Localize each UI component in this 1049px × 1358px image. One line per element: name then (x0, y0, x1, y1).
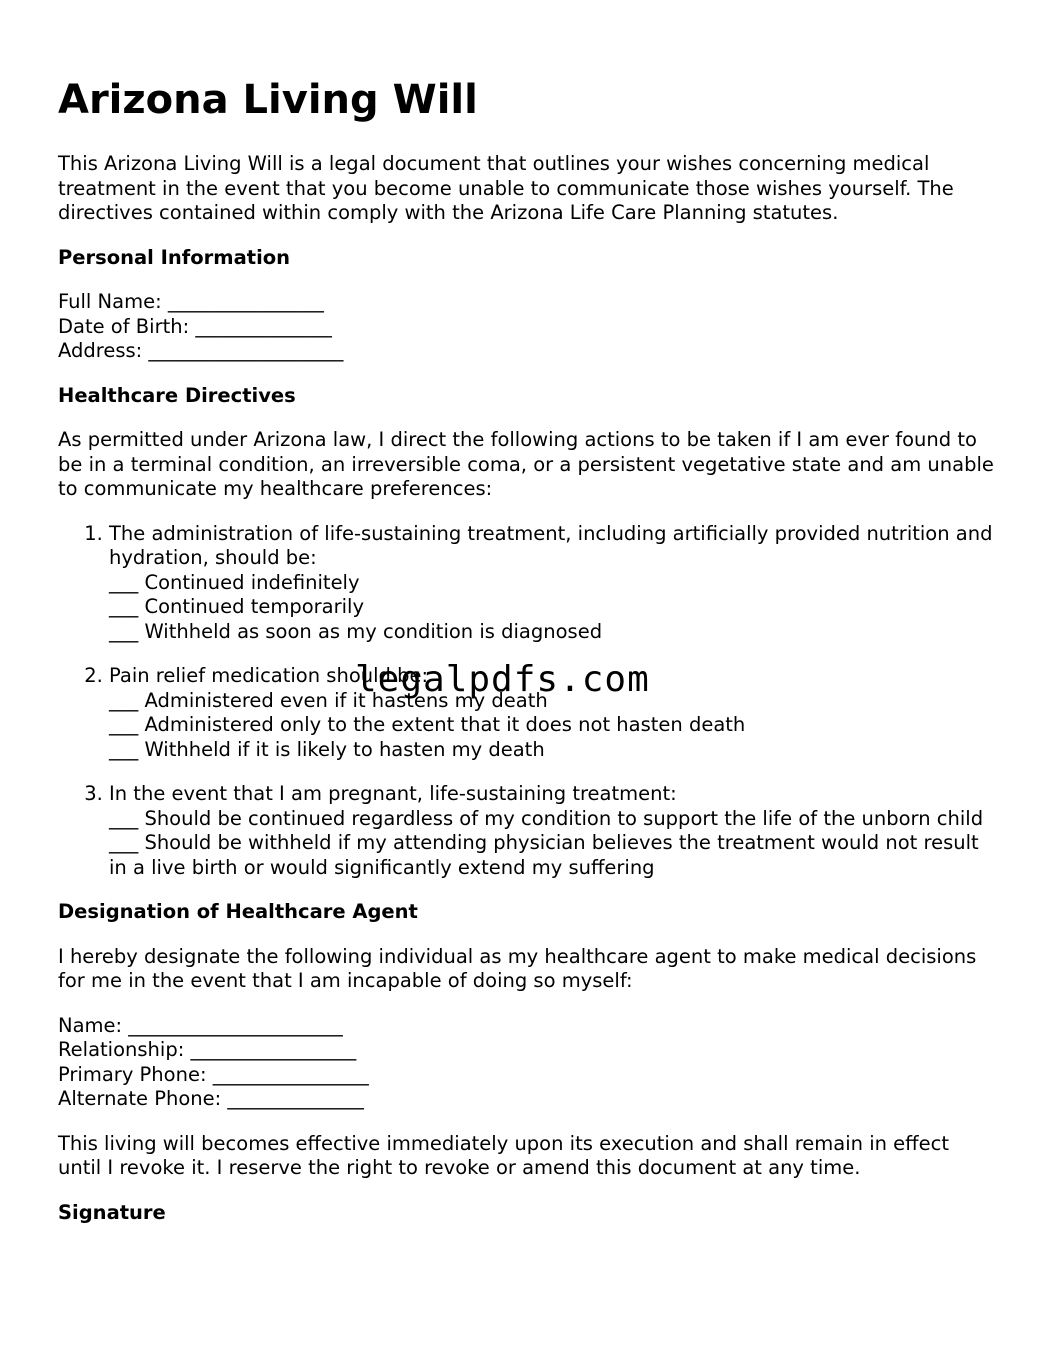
directive-option[interactable]: ___ Should be continued regardless of my condition to support the life of the unborn child (109, 806, 984, 830)
directive-item (109, 522, 998, 645)
directives-heading: Healthcare Directives (58, 383, 296, 407)
directives-list (58, 522, 998, 881)
directive-option[interactable]: ___ Continued temporarily (109, 595, 365, 618)
personal-info-fields (58, 290, 998, 364)
directive-text: Pain relief medication should be: (109, 664, 429, 687)
watermark-text: legalpdfs.com (355, 659, 650, 700)
directive-text: The administration of life-sustaining treatment, including artificially provided nutrition and hydration, should be: (109, 521, 993, 569)
directive-option[interactable]: ___ Administered only to the extent that it does not hasten death (109, 713, 746, 736)
personal-info-heading: Personal Information (58, 245, 291, 269)
date-of-birth-field[interactable]: Date of Birth: ______________ (58, 314, 332, 338)
document-page (58, 72, 998, 1245)
agent-alternate-phone-field[interactable]: Alternate Phone: ______________ (58, 1087, 364, 1110)
intro-paragraph: This Arizona Living Will is a legal document that outlines your wishes concerning medical treatment in the event that you become unable to communicate those wishes yourself. The directives contained within comply with the Arizona Life Care Planning statutes. (58, 152, 954, 224)
agent-name-field[interactable]: Name: ______________________ (58, 1013, 343, 1037)
agent-relationship-field[interactable]: Relationship: _________________ (58, 1038, 357, 1061)
directive-option[interactable]: ___ Withheld as soon as my condition is diagnosed (109, 619, 603, 643)
directive-item (109, 664, 998, 762)
address-field[interactable]: Address: ____________________ (58, 339, 344, 362)
agent-fields (58, 1014, 998, 1112)
directives-intro: As permitted under Arizona law, I direct the following actions to be taken if I am ever found to be in a terminal condition, an irreversible coma, or a persistent vegetative state and am unable to communicate my healthcare preferences: (58, 428, 994, 500)
effective-paragraph: This living will becomes effective immediately upon its execution and shall remain in effect until I revoke it. I reserve the right to revoke or amend this document at any time. (58, 1131, 949, 1179)
agent-primary-phone-field[interactable]: Primary Phone: ________________ (58, 1062, 369, 1086)
directive-text: In the event that I am pregnant, life-sustaining treatment: (109, 782, 677, 805)
directive-item (109, 782, 998, 880)
directive-option[interactable]: ___ Administered even if it hastens my death (109, 688, 548, 712)
document-title: Arizona Living Will (58, 77, 478, 123)
signature-heading: Signature (58, 1200, 166, 1224)
agent-intro: I hereby designate the following individual as my healthcare agent to make medical decisions for me in the event that I am incapable of doing so myself: (58, 944, 977, 992)
directive-option[interactable]: ___ Withheld if it is likely to hasten my death (109, 737, 545, 761)
directive-option[interactable]: ___ Should be withheld if my attending physician believes the treatment would not result in a live birth or would significantly extend my suffering (109, 831, 979, 879)
directive-option[interactable]: ___ Continued indefinitely (109, 570, 360, 594)
full-name-field[interactable]: Full Name: ________________ (58, 290, 324, 313)
agent-heading: Designation of Healthcare Agent (58, 900, 418, 923)
